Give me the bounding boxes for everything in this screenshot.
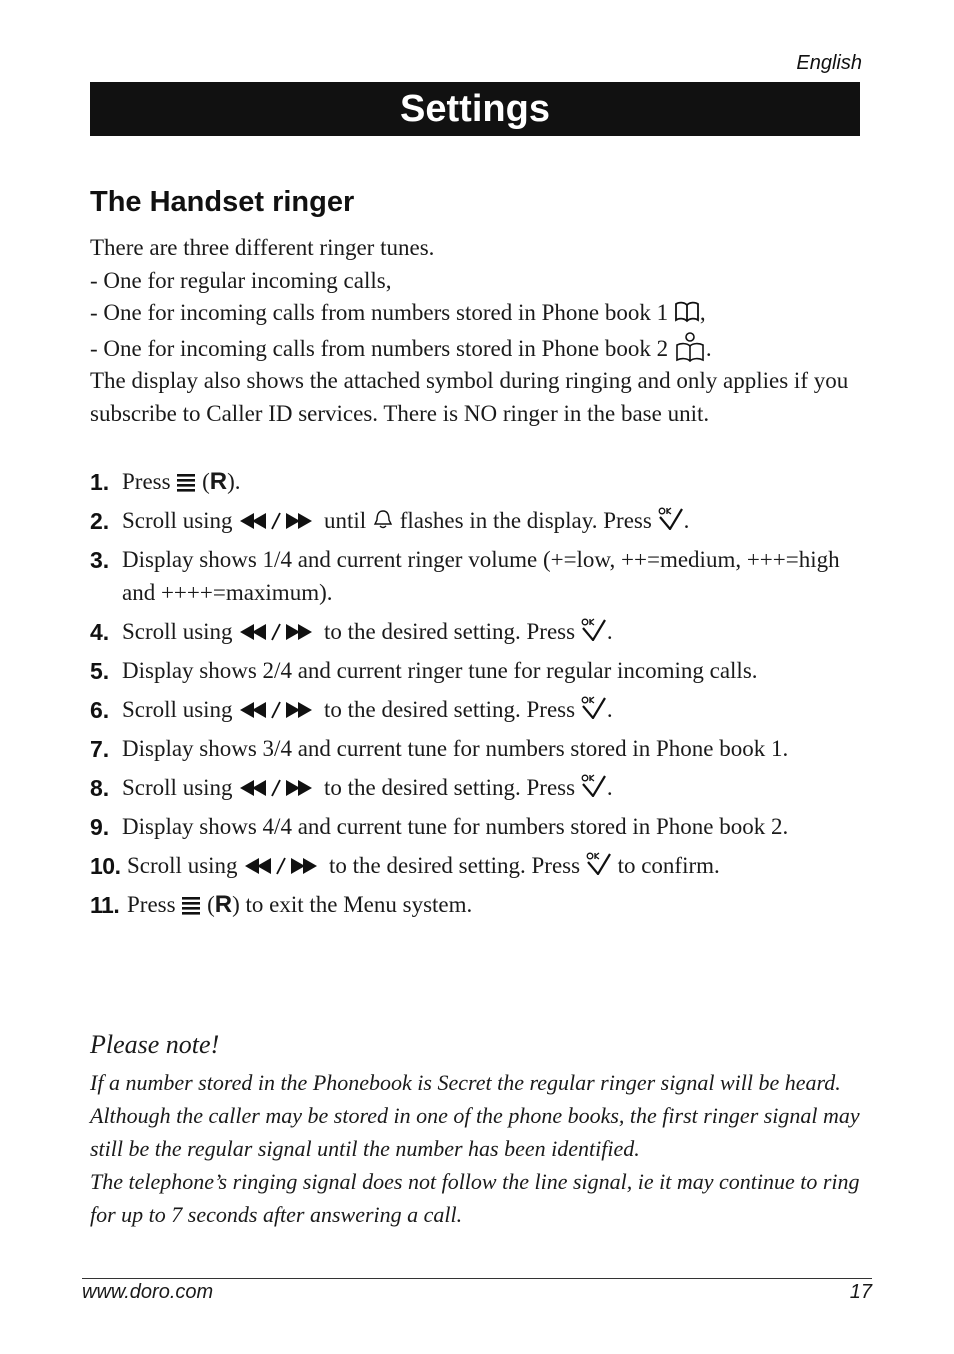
intro-text <box>90 232 865 430</box>
ok-check-icon <box>581 617 607 641</box>
menu-icon <box>181 895 201 915</box>
step-number: 9. <box>90 813 110 840</box>
ok-check-icon <box>658 506 684 530</box>
intro-line: The display also shows the attached symbol during ringing and only applies if you subscribe to Caller ID services. There is NO ringer in the base unit. <box>90 368 849 426</box>
note-body <box>90 1066 865 1231</box>
step-number: 5. <box>90 657 110 684</box>
ok-check-icon <box>581 773 607 797</box>
ok-check-icon <box>586 851 612 875</box>
step-item: 2. Scroll using until flashes in the display. Press . <box>90 505 865 538</box>
note-title: Please note! <box>90 1030 220 1059</box>
steps-list <box>90 466 865 928</box>
scroll-left-right-icon <box>238 778 318 798</box>
step-item: 5. Display shows 2/4 and current ringer tune for regular incoming calls. <box>90 655 865 688</box>
step-item: 4. Scroll using to the desired setting. Press . <box>90 616 865 649</box>
intro-line: - One for incoming calls from numbers stored in Phone book 1 , <box>90 300 706 325</box>
ok-check-icon <box>581 695 607 719</box>
step-item: 1. Press (R). <box>90 466 865 499</box>
scroll-left-right-icon <box>243 856 323 876</box>
step-item: 11. Press (R) to exit the Menu system. <box>90 889 865 922</box>
intro-line: There are three different ringer tunes. <box>90 235 435 260</box>
note-paragraph: The telephone’s ringing signal does not follow the line signal, ie it may continue to ring for up to 7 seconds after answering a call. <box>90 1169 860 1227</box>
step-item: 10. Scroll using to the desired setting. Press to confirm. <box>90 850 865 883</box>
phonebook-2-icon <box>674 330 706 362</box>
step-number: 8. <box>90 774 110 801</box>
step-number: 4. <box>90 618 110 645</box>
menu-icon <box>176 472 196 492</box>
footer-divider <box>82 1278 872 1279</box>
step-item: 8. Scroll using to the desired setting. Press . <box>90 772 865 805</box>
step-number: 7. <box>90 735 110 762</box>
footer-url: www.doro.com <box>82 1281 214 1303</box>
page-number: 17 <box>849 1281 872 1303</box>
page-title: Settings <box>90 82 860 136</box>
section-title: The Handset ringer <box>90 186 355 218</box>
step-item: 7. Display shows 3/4 and current tune for numbers stored in Phone book 1. <box>90 733 865 766</box>
step-number: 6. <box>90 696 110 723</box>
step-number: 3. <box>90 547 110 573</box>
r-key: R <box>209 468 228 495</box>
step-number: 10. <box>90 852 121 879</box>
r-key: R <box>214 890 233 918</box>
step-number: 1. <box>90 469 110 495</box>
language-label: English <box>796 52 862 74</box>
intro-line: - One for regular incoming calls, <box>90 267 392 293</box>
step-item: 9. Display shows 4/4 and current tune for numbers stored in Phone book 2. <box>90 811 865 844</box>
scroll-left-right-icon <box>238 622 318 642</box>
step-item: 6. Scroll using to the desired setting. Press . <box>90 694 865 727</box>
step-item: 3. Display shows 1/4 and current ringer volume (+=low, ++=medium, +++=high and ++++=maximum). <box>90 544 865 609</box>
step-number: 2. <box>90 508 110 534</box>
note-paragraph: If a number stored in the Phonebook is Secret the regular ringer signal will be heard. Although the caller may be stored in one of the phone books, the first ringer signal may still be the regular signal until the number has been identified. <box>90 1070 860 1161</box>
bell-icon <box>372 508 394 530</box>
phonebook-1-icon <box>674 299 700 323</box>
scroll-left-right-icon <box>238 700 318 720</box>
step-number: 11. <box>90 891 120 918</box>
scroll-left-right-icon <box>238 511 318 531</box>
intro-line: - One for incoming calls from numbers stored in Phone book 2 . <box>90 330 865 366</box>
